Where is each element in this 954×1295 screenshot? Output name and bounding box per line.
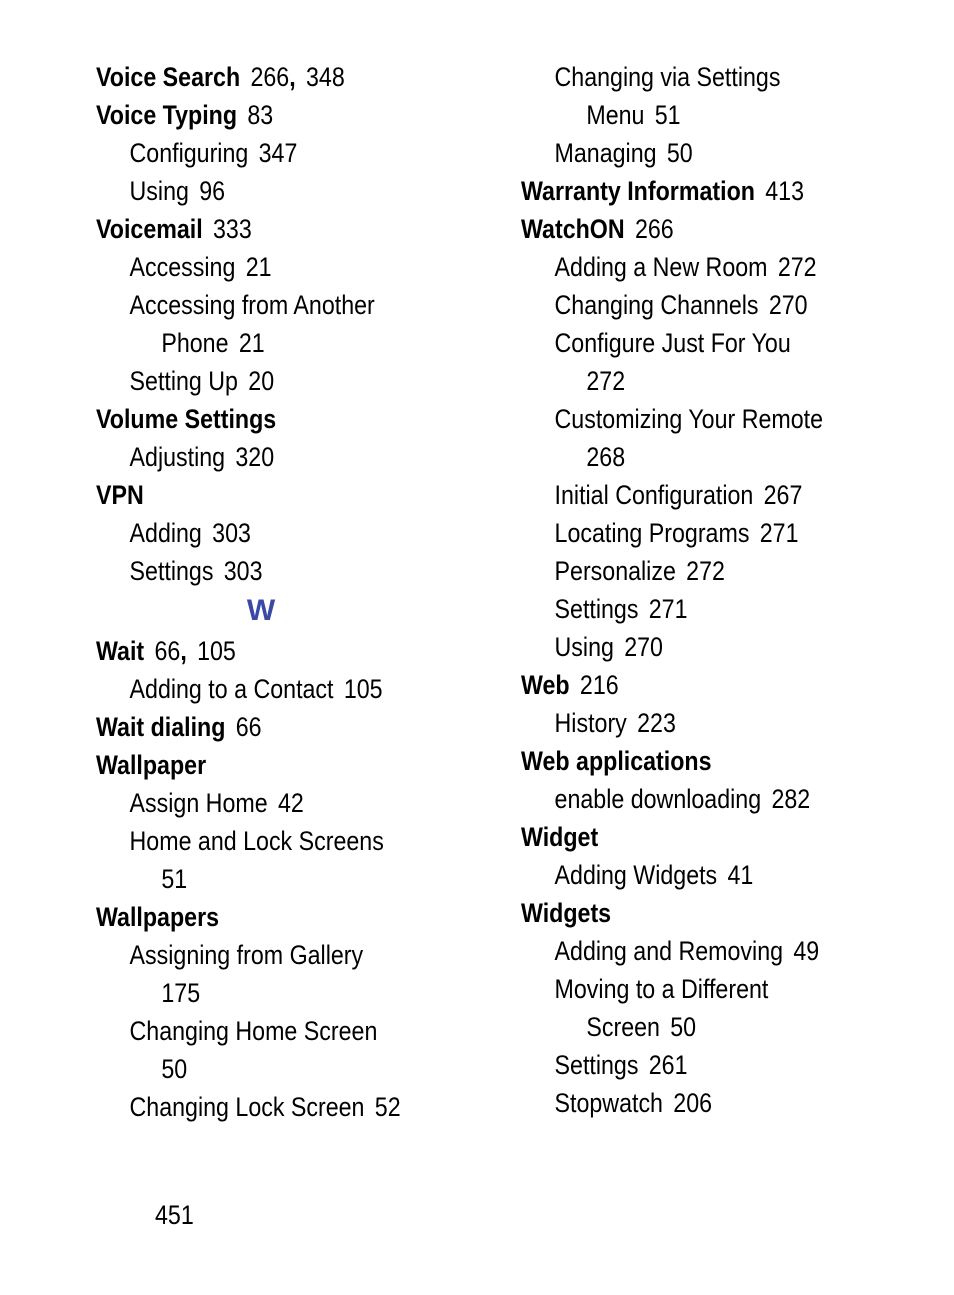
index-subentry [96,1050,457,1088]
index-term: Adding a New Room [554,252,768,282]
index-subentry [521,96,882,134]
index-subentry [521,590,882,628]
index-subentry [96,514,457,552]
page-reference: 50 [670,1012,697,1042]
index-entry [521,172,882,210]
index-subentry [96,1012,457,1050]
index-subentry [96,936,457,974]
index-subentry [96,552,457,590]
index-term: Stopwatch [554,1088,663,1118]
index-term: History [554,708,627,738]
index-term: 272 [586,366,626,396]
page-reference: 49 [793,936,820,966]
index-term: Settings [129,556,214,586]
index-column-right [521,58,941,1122]
page-reference: 206 [673,1088,713,1118]
index-subentry [96,172,457,210]
index-subentry [521,58,882,96]
page-reference: 270 [768,290,808,320]
index-term: Using [554,632,614,662]
index-subentry [521,134,882,172]
index-entry [96,632,457,670]
index-subentry [521,780,882,818]
index-subentry [96,784,457,822]
index-term: 51 [161,864,188,894]
index-term: Assign Home [129,788,268,818]
index-term: Adding [129,518,202,548]
index-subentry [521,286,882,324]
index-subentry [521,1008,882,1046]
index-term: Assigning from Gallery [129,940,364,970]
index-term: Initial Configuration [554,480,754,510]
index-entry [96,708,457,746]
index-subentry [521,932,882,970]
index-subentry [521,1046,882,1084]
index-entry [521,894,882,932]
page-reference: 216 [579,670,619,700]
page-reference: 282 [771,784,811,814]
index-term: Managing [554,138,657,168]
index-subentry [96,324,457,362]
index-subentry [521,400,882,438]
page-reference: 105 [197,636,236,666]
index-term: Menu [586,100,645,130]
index-subentry [96,134,457,172]
index-term: Moving to a Different [554,974,769,1004]
index-term: enable downloading [554,784,762,814]
page-separator: , [180,636,187,666]
page-reference: 271 [759,518,799,548]
index-term: Phone [161,328,229,358]
index-subentry [96,974,457,1012]
page-reference: 51 [654,100,681,130]
index-term: Customizing Your Remote [554,404,824,434]
index-entry [521,666,882,704]
index-term: Wait [96,636,145,666]
page-reference: 96 [199,176,226,206]
index-term: Adding and Removing [554,936,784,966]
index-subentry [521,704,882,742]
index-term: 50 [161,1054,188,1084]
index-subentry [96,1088,457,1126]
index-term: Adding Widgets [554,860,718,890]
index-subentry [521,628,882,666]
page-separator: , [289,62,296,92]
page-reference: 41 [727,860,754,890]
page-reference: 303 [212,518,251,548]
index-term: Changing Lock Screen [129,1092,365,1122]
index-term: Voice Typing [96,100,238,130]
index-subentry [96,362,457,400]
page-reference: 21 [245,252,272,282]
index-subentry [96,248,457,286]
index-term: Using [129,176,189,206]
index-subentry [521,1084,882,1122]
page-reference: 347 [258,138,298,168]
index-term: Wait dialing [96,712,226,742]
index-entry [521,742,882,780]
index-subentry [96,822,457,860]
index-term: Accessing [129,252,236,282]
page-reference: 348 [305,62,345,92]
page-reference: 266 [250,62,290,92]
index-subentry [521,362,882,400]
index-term: 175 [161,978,201,1008]
index-subentry [521,476,882,514]
page-reference: 52 [374,1092,401,1122]
index-term: Warranty Information [521,176,755,206]
index-entry [96,476,457,514]
index-term: Accessing from Another [129,290,375,320]
section-letter: W [246,594,276,627]
page-reference: 50 [666,138,693,168]
index-term: Setting Up [129,366,238,396]
page-reference: 272 [777,252,817,282]
index-entry [96,400,457,438]
index-term: Web [521,670,570,700]
index-term: Changing via Settings [554,62,781,92]
index-entry [96,746,457,784]
index-subentry [521,324,882,362]
index-subentry [96,860,457,898]
index-term: Configure Just For You [554,328,791,358]
page-reference: 66 [235,712,262,742]
page-reference: 105 [343,674,383,704]
index-term: Voicemail [96,214,203,244]
index-subentry [521,438,882,476]
index-term: Changing Channels [554,290,759,320]
index-term: Settings [554,1050,639,1080]
index-term: Home and Lock Screens [129,826,384,856]
index-subentry [96,286,457,324]
page-reference: 83 [247,100,274,130]
index-term: Adding to a Contact [129,674,334,704]
index-term: Wallpapers [96,902,220,932]
page-reference: 413 [765,176,805,206]
index-subentry [521,970,882,1008]
index-term: Web applications [521,746,712,776]
index-subentry [96,670,457,708]
index-term: Configuring [129,138,249,168]
index-term: Locating Programs [554,518,750,548]
page-reference: 223 [637,708,676,738]
index-column-left [96,58,516,1126]
index-entry [521,818,882,856]
index-subentry [521,856,882,894]
page-reference: 66 [154,636,181,666]
index-term: Screen [586,1012,660,1042]
index-subentry [521,248,882,286]
index-term: Wallpaper [96,750,207,780]
page-reference: 267 [763,480,803,510]
index-term: Voice Search [96,62,241,92]
page-reference: 21 [238,328,265,358]
page-reference: 266 [634,214,674,244]
index-term: Settings [554,594,639,624]
page-reference: 261 [648,1050,688,1080]
index-entry [96,96,457,134]
page-reference: 270 [624,632,663,662]
index-term: Widget [521,822,599,852]
index-term: Personalize [554,556,676,586]
index-entry [96,898,457,936]
index-entry [96,58,457,96]
index-term: WatchON [521,214,625,244]
page-number: 451 [155,1200,194,1230]
index-term: Volume Settings [96,404,277,434]
page-reference: 320 [235,442,275,472]
index-entry [96,210,457,248]
page-reference: 271 [648,594,688,624]
index-term: Adjusting [129,442,226,472]
index-term: 268 [586,442,626,472]
page-reference: 42 [277,788,304,818]
index-term: Widgets [521,898,612,928]
index-subentry [521,514,882,552]
index-subentry [521,552,882,590]
index-term: VPN [96,480,144,510]
index-term: Changing Home Screen [129,1016,378,1046]
page-reference: 333 [213,214,252,244]
page-reference: 303 [223,556,263,586]
index-entry [521,210,882,248]
page-reference: 272 [686,556,725,586]
index-subentry [96,438,457,476]
page-reference: 20 [248,366,275,396]
